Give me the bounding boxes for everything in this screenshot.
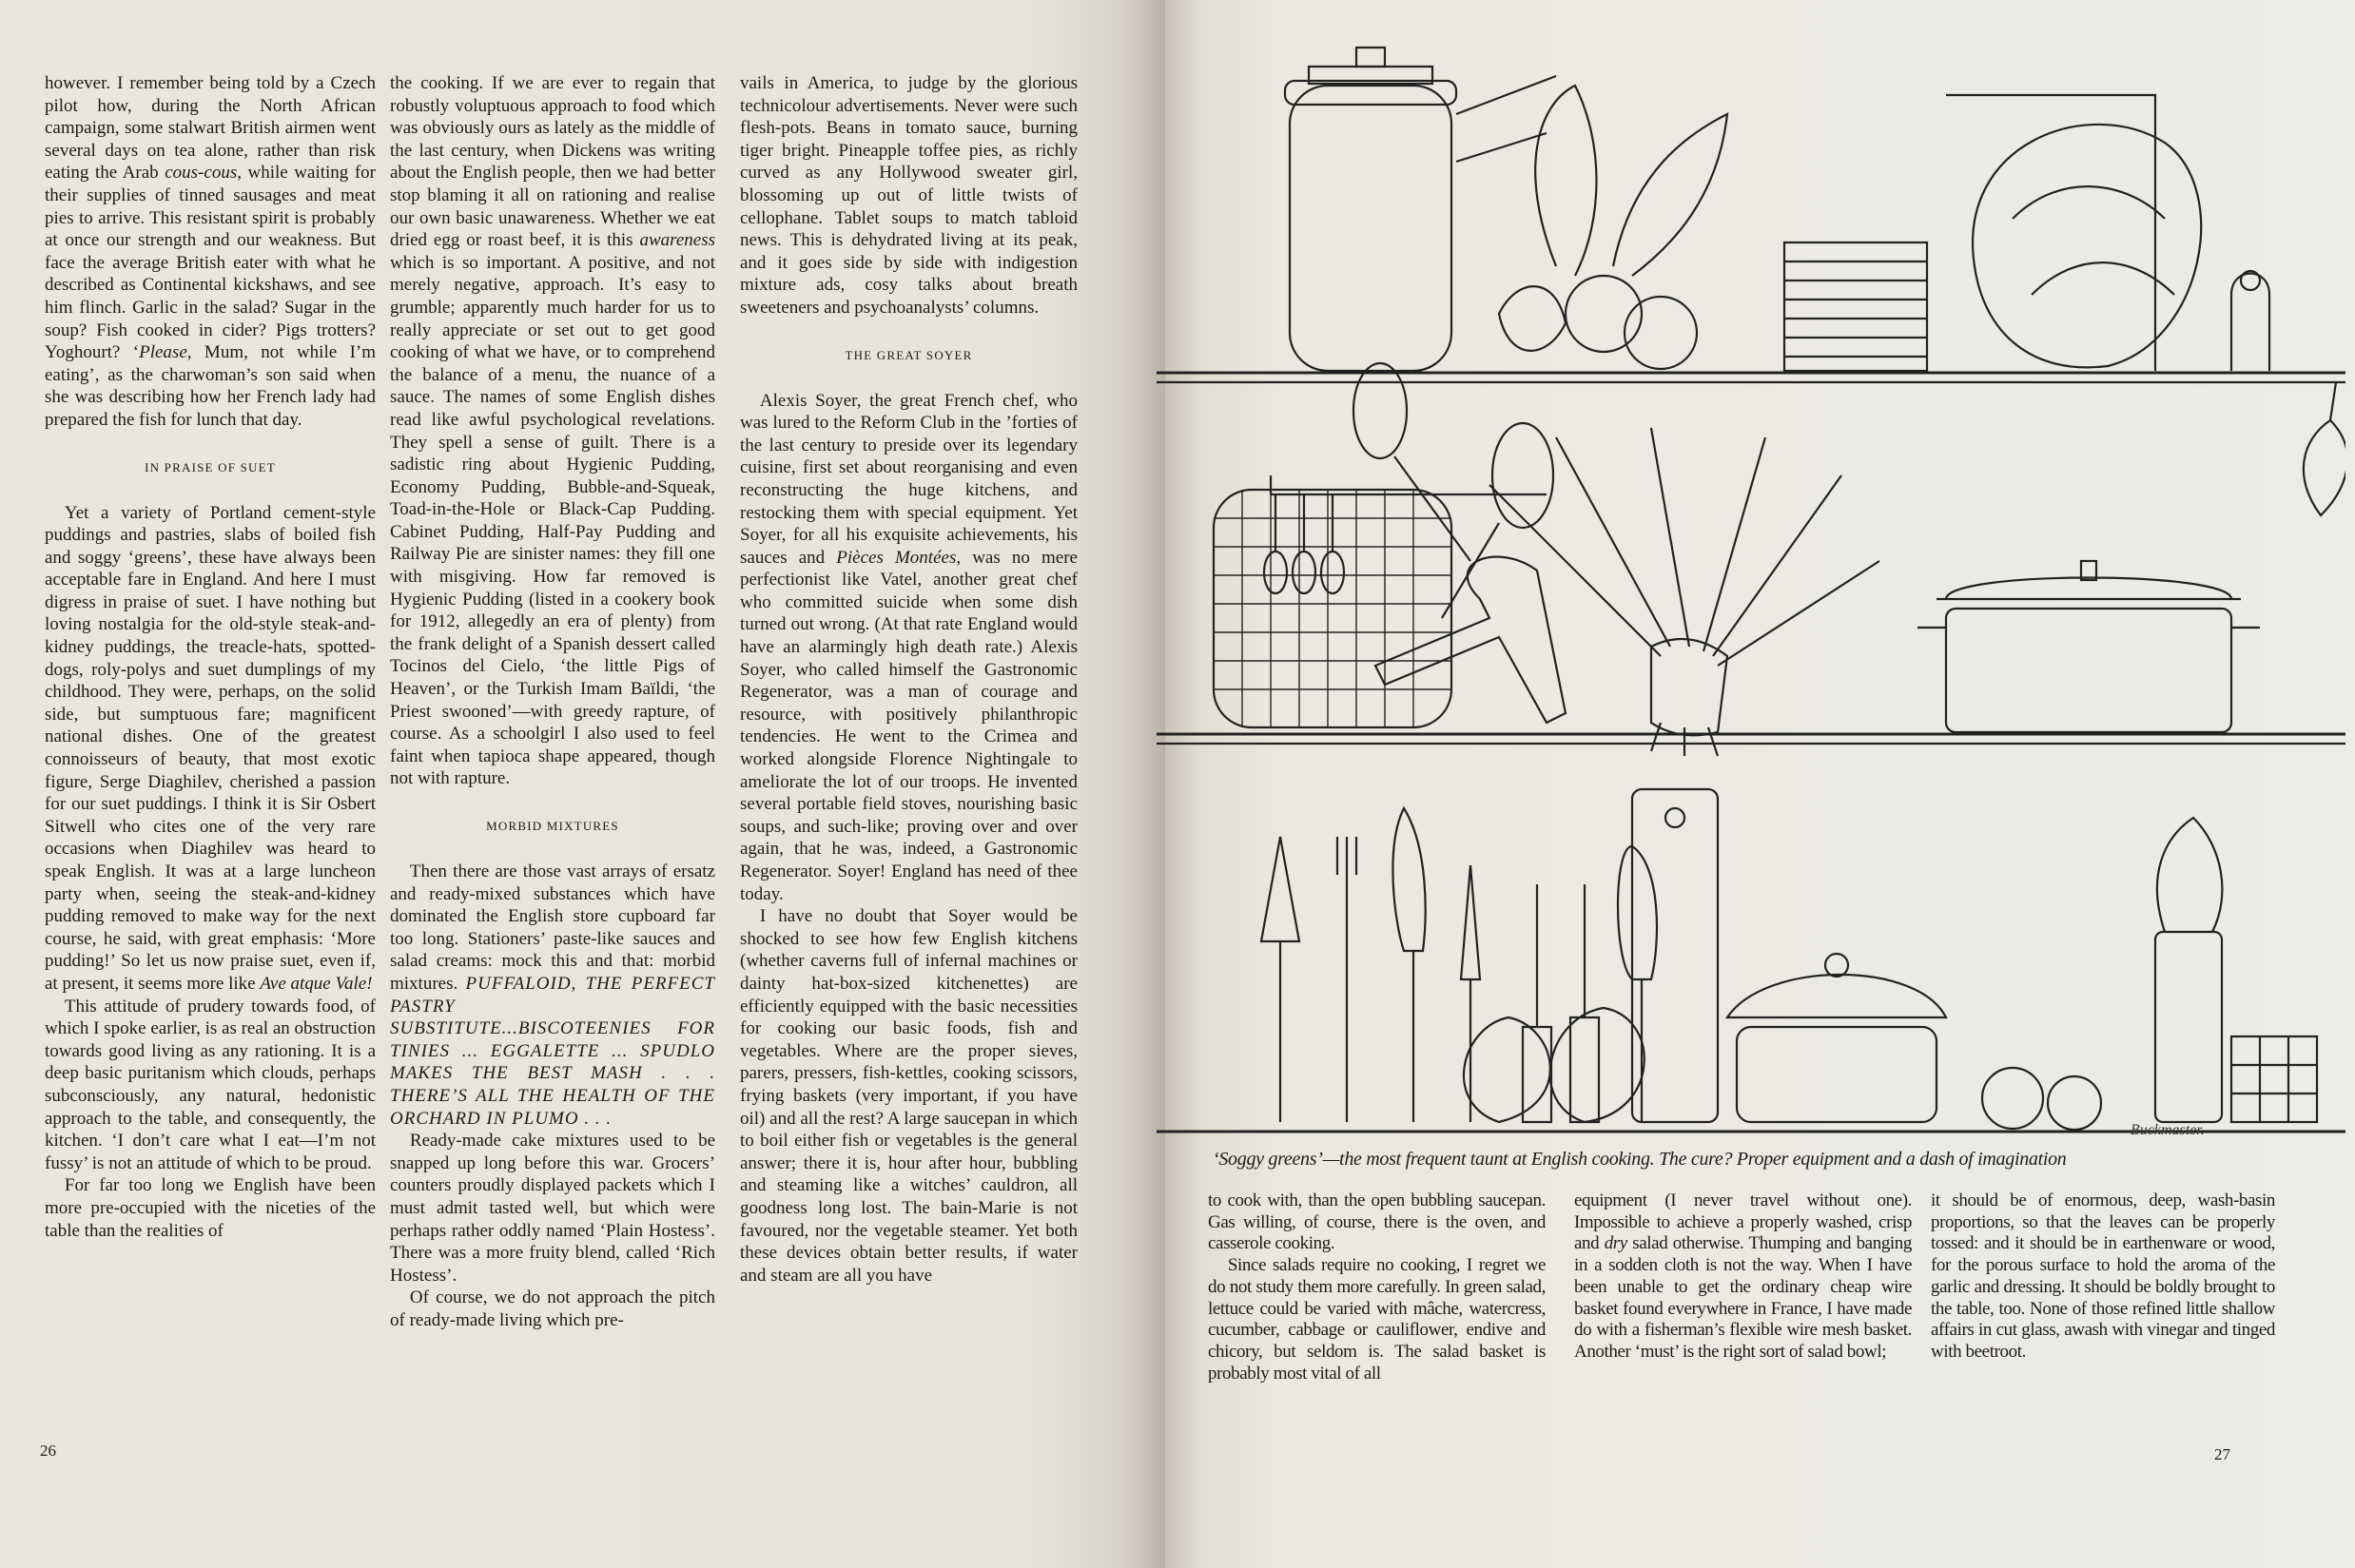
paragraph (390, 1287, 715, 1331)
paragraph (740, 72, 1078, 319)
paragraph (740, 390, 1078, 906)
section-heading: MORBID MIXTURES (486, 819, 619, 833)
kitchen-shelves-illustration (1157, 29, 2345, 1141)
text-run: Ready-made cake mixtures used to be snapped up long before this war. Grocers’ counters proudly displayed packets which I must admit tasted well, but which were perhaps rather oddly named ‘Plain Hostess’. There was a more fruity blend, called ‘Rich Hostess’. (390, 1131, 715, 1286)
text-run: salad otherwise. Thumping and banging in a sodden cloth is not the way. When I have been unable to get the ordinary cheap wire basket found everywhere in France, I have made do with a fisherman’s flexible wire mesh basket. Another ‘must’ is the right sort of salad bowl; (1574, 1233, 1912, 1362)
text-run: Since salads require no cooking, I regret we do not study them more carefully. In green salad, lettuce could be varied with mâche, watercress, cucumber, cabbage or cauliflower, endive and chicory, but seldom is. The salad basket is probably most vital of all (1208, 1255, 1546, 1384)
text-run: it should be of enormous, deep, wash-basin proportions, so that the leaves can be properly tossed: and it should be in earthenware or wood, for the porous surface to hold the aroma of the garlic and dressing. It should be boldly brought to the table, too. None of those refined little shallow affairs in cut glass, awash with vinegar and tinged with beetroot. (1931, 1191, 2275, 1362)
text-run: For far too long we English have been more pre-occupied with the niceties of the table than the realities of (45, 1175, 376, 1241)
paragraph (1208, 1255, 1546, 1384)
right-column-1 (1208, 1191, 1546, 1384)
text-run: , was no mere perfectionist like Vatel, another great chef who committed suicide when some dish turned out wrong. (At that rate England would have an alarmingly high death rate.) Alexis Soyer, who called himself the Gastronomic Regenerator, was a man of courage and resource, with positively philanthropic tendencies. He went to the Crimea and worked alongside Florence Nightingale to ameliorate the lot of our troops. He invented several portable field stoves, nourishing basic soups, and such-like; proving over and over again, that he was, indeed, a Gastronomic Regenerator. Soyer! England has need of thee today. (740, 547, 1078, 904)
paragraph (45, 996, 376, 1175)
text-run: Then there are those vast arrays of ersatz and ready-mixed substances which have dominated the English store cupboard far too long. Stationers’ paste-like sauces and salad creams: mock this and that: morbid mixtures. (390, 861, 715, 994)
paragraph (390, 1130, 715, 1287)
sieve-drawing (1784, 242, 1927, 371)
right-column-3 (1931, 1191, 2275, 1364)
grater-drawing (1632, 789, 1718, 1122)
text-run: however. I remember being told by a Czech pilot how, during the North African campaign, some stalwart British airmen went several days on tea alone, rather than risk eating the Arab (45, 73, 376, 184)
leeks-bunch-drawing (1489, 428, 1879, 756)
text-run: Yet a variety of Portland cement-style puddings and pastries, slabs of boiled fish and soggy ‘greens’, these have always been acceptable fare in England. And here I must digress in praise of suet. I have nothing but loving nostalgia for the old-style steak-and-kidney puddings, the treacle-hats, spotted-dogs, roly-polys and suet dumplings of my childhood. They were, perhaps, on the solid side, but sumptuous fare; magnificent national dishes. One of the greatest connoisseurs of beauty, that most exotic figure, Serge Diaghilev, cherished a passion for our suet puddings. I think it is Sir Osbert Sitwell who cites one of the very rare occasions when Diaghilev was heard to speak English. It was at a large luncheon party when, seeing the steak-and-kidney pudding removed to make way for the next course, he said, with great emphasis: ‘More pudding!’ So let us now praise suet, even if, at present, it seems more like (45, 502, 376, 994)
text-run: This attitude of prudery towards food, of which I spoke earlier, is as real an obstruction towards good living as any rationing. It is a deep basic puritanism which clouds, perhaps subconsciously, any natural, hedonistic approach to the table, and consequently, the kitchen. ‘I don’t care what I eat—I’m not fussy’ is not an attitude of which to be proud. (45, 996, 376, 1173)
stockpot-drawing (1917, 561, 2260, 732)
italic-text: dry (1604, 1233, 1627, 1254)
milk-churn-drawing (1285, 48, 1556, 371)
text-run: to cook with, than the open bubbling saucepan. Gas willing, of course, there is the oven, and casserole cooking. (1208, 1191, 1546, 1254)
fish-slice-drawing (1375, 557, 1566, 723)
italic-text: PUFFALOID, THE PERFECT PASTRY SUBSTITUTE...BISCOTEENIES FOR TINIES ... EGGALETTE ... SPUDLO MAKES THE BEST MASH . . . THERE’S ALL THE HEALTH OF THE ORCHARD IN PLUMO . . . (390, 973, 715, 1129)
text-run: which is so important. A positive, and not merely negative, approach. It’s easy to grumble; apparently much harder for us to really appreciate or set out to get good cooking of what we have, or to comprehend the balance of a menu, the nuance of a sauce. The names of some English dishes read like awful psychological revelations. They spell a sense of guilt. There is a sadistic ring about Hygienic Pudding, Economy Pudding, Bubble-and-Squeak, Toad-in-the-Hole or Black-Cap Pudding. Cabinet Pudding, Half-Pay Pudding and Railway Pie are sinister names: they fill one with misgiving. How far removed is Hygienic Pudding (listed in a cookery book for 1912, allegedly an era of plenty) from the frank delight of a Spanish dessert called Tocinos del Cielo, ‘the little Pigs of Heaven’, or the Turkish Imam Baïldi, ‘the Priest swooned’—with greedy rapture, of course. As a schoolgirl I also used to feel faint when tapioca shape appeared, though not with rapture. (390, 252, 715, 789)
section-heading: THE GREAT SOYER (845, 347, 973, 362)
text-run: vails in America, to judge by the glorious technicolour advertisements. Never were such flesh-pots. Beans in tomato sauce, burning tiger bright. Pineapple toffee pies, as richly curved as any Hollywood sweater girl, blossoming up out of little twists of cellophane. Tablet soups to match tabloid news. This is dehydrated living at its peak, and it goes side by side with indigestion mixture ads, cosy talks about breath sweeteners and psychoanalysts’ columns. (740, 73, 1078, 318)
pepper-mill-drawing (2231, 271, 2269, 371)
paragraph (1574, 1191, 1912, 1364)
onions-drawing (1464, 1008, 1645, 1122)
paragraph (390, 72, 715, 790)
article-column-1 (45, 72, 376, 1242)
paragraph (45, 502, 376, 996)
italic-text: awareness (639, 230, 715, 251)
italic-text: cous-cous (165, 163, 238, 184)
paragraph (45, 1174, 376, 1242)
article-column-2 (390, 72, 715, 1331)
text-run: Alexis Soyer, the great French chef, who was lured to the Reform Club in the ’forties of the last century to preside over its legendary cuisine, first set about reorganising and even reconstructing the huge kitchens, and restocking them with special equipment. Yet Soyer, for all his exquisite achievements, his sauces and (740, 390, 1078, 568)
text-run: equipment (I never travel without one). Impossible to achieve a properly washed, crisp and (1574, 1191, 1912, 1254)
cabbage-drawing (1946, 95, 2201, 371)
paragraph (740, 905, 1078, 1287)
illustration-caption: ‘Soggy greens’—the most frequent taunt at English cooking. The cure? Proper equipment and a dash of imagination (1213, 1149, 2067, 1170)
text-run: I have no doubt that Soyer would be shocked to see how few English kitchens (whether caverns full of infernal machines or dainty hat-box-sized kitchenettes) are efficiently equipped with the basic necessities for cooking our basic foods, fish and vegetables. Where are the proper sieves, parers, pressers, fish-kettles, cooking scissors, frying baskets (very important, if you have oil) and all the rest? A large saucepan in which to boil either fish or vegetables is the general answer; there it is, hour after hour, bubbling and steaming like a witches’ cauldron, all goodness long lost. The bain-Marie is not favoured, nor the vegetable steamer. Yet both these devices obtain better results, if water and steam are all you have (740, 906, 1078, 1286)
celery-jar-drawing (2155, 818, 2317, 1122)
text-run: the cooking. If we are ever to regain that robustly voluptuous approach to food which was obviously ours as lately as the middle of the last century, when Dickens was writing about the English people, then we had better stop blaming it all on rationing and realise our own basic unawareness. Whether we eat dried egg or roast beef, it is this (390, 73, 715, 251)
right-column-2 (1574, 1191, 1912, 1364)
paragraph (1931, 1191, 2275, 1364)
italic-text: Please (139, 342, 187, 363)
paragraph (390, 861, 715, 1130)
kitchen-knives-drawing (1261, 808, 1657, 1122)
paragraph (1208, 1191, 1546, 1255)
paragraph (45, 72, 376, 432)
italic-text: Pièces Montées (836, 547, 957, 568)
page-number-left: 26 (40, 1442, 56, 1460)
beetroot-bunch-drawing (1499, 86, 1727, 369)
tomatoes-drawing (1982, 1068, 2101, 1130)
italic-text: Ave atque Vale! (260, 973, 373, 994)
illustrator-signature: Buckmaster. (2131, 1122, 2205, 1138)
page-number-right: 27 (2214, 1445, 2230, 1463)
text-run: , while waiting for their supplies of tinned sausages and meat pies to arrive. This resistant spirit is probably at once our strength and our weakness. But face the average British eater with what he described as Continental kickshaws, and see him flinch. Garlic in the salad? Sugar in the soup? Fish cooked in cider? Pigs trotters? Yoghourt? ‘ (45, 163, 376, 363)
text-run: , Mum, not while I’m eating’, as the charwoman’s son said when she was describing how her French lady had prepared the fish for lunch that day. (45, 342, 376, 430)
section-heading: IN PRAISE OF SUET (145, 459, 276, 474)
article-column-3 (740, 72, 1078, 1287)
text-run: Of course, we do not approach the pitch of ready-made living which pre- (390, 1287, 715, 1330)
herb-bunch-drawing (2304, 382, 2345, 515)
saucepan-drawing (1727, 954, 1946, 1122)
